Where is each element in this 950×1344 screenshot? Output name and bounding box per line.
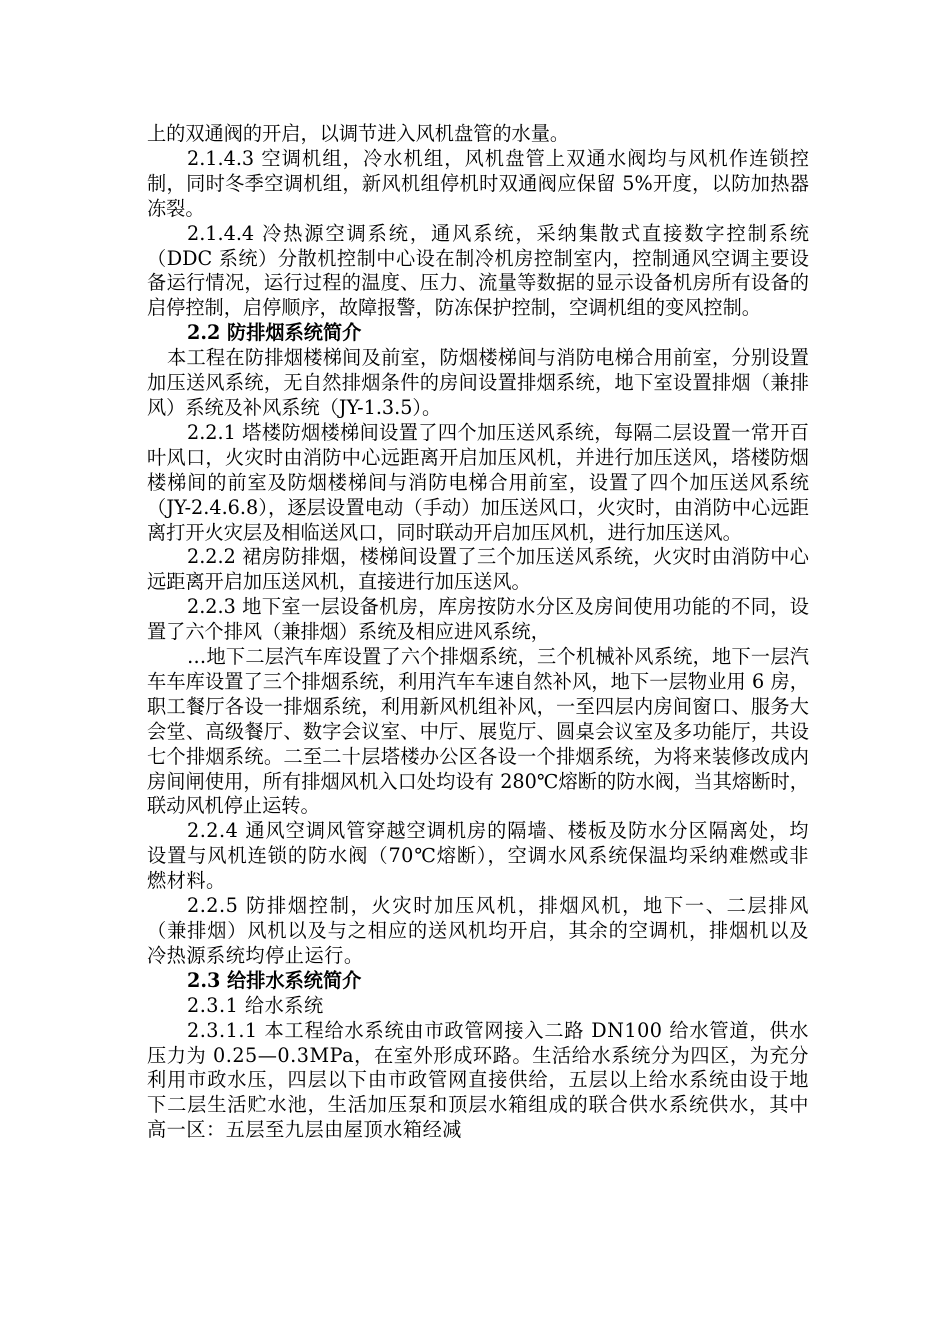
paragraph-2-2-3-continued: …地下二层汽车库设置了六个排烟系统，三个机械补风系统，地下一层汽车车库设置了三个排烟系统，利用汽车车速自然补风，地下一层物业用 6 房，职工餐厅各设一排烟系统，利用新风机组补风，一至四层内房间窗口、服务大会堂、高级餐厅、数字会议室、中厅、展览厅、圆桌会议室及多功能厅，共设七个排烟系统。二至二十层塔楼办公区各设一个排烟系统，为将来装修改成内房间闸使用，所有排烟风机入口处均设有 280℃熔断的防水阀，当其熔断时，联动风机停止运转。	[147, 645, 809, 818]
paragraph-2-2-3: 2.2.3 地下室一层设备机房，库房按防水分区及房间使用功能的不同，设置了六个排风（兼排烟）系统及相应进风系统，	[147, 595, 809, 644]
paragraph-2-2-2: 2.2.2 裙房防排烟，楼梯间设置了三个加压送风系统，火灾时由消防中心远距离开启加压送风机，直接进行加压送风。	[147, 545, 809, 594]
subsection-heading-2-3-1: 2.3.1 给水系统	[187, 993, 324, 1017]
paragraph-2-2-5: 2.2.5 防排烟控制，火灾时加压风机，排烟风机，地下一、二层排风（兼排烟）风机以及与之相应的送风机均开启，其余的空调机，排烟机以及冷热源系统均停止运行。	[147, 894, 809, 967]
paragraph-2-2-4: 2.2.4 通风空调风管穿越空调机房的隔墙、楼板及防水分区隔离处，均设置与风机连锁的防水阀（70℃熔断），空调水风系统保温均采纳难燃或非燃材料。	[147, 819, 809, 893]
paragraph-2-3-1-1: 2.3.1.1 本工程给水系统由市政管网接入二路 DN100 给水管道，供水压力为 0.25—0.3MPa，在室外形成环路。生活给水系统分为四区，为充分利用市政水压，四层以下由市政管网直接供给，五层以上给水系统由设于地下二层生活贮水池，生活加压泵和顶层水箱组成的联合供水系统供水，其中高一区：五层至九层由屋顶水箱经减	[147, 1018, 809, 1142]
section-heading-2-2: 2.2 防排烟系统简介	[187, 321, 362, 345]
section-heading-2-3: 2.3 给排水系统简介	[187, 968, 362, 992]
paragraph-2-2-intro: 本工程在防排烟楼梯间及前室，防烟楼梯间与消防电梯合用前室，分别设置加压送风系统，无自然排烟条件的房间设置排烟系统，地下室设置排烟（兼排风）系统及补风系统（JY-1.3.5）。	[147, 346, 809, 419]
document-page	[147, 122, 809, 1143]
paragraph-2-1-4-4: 2.1.4.4 冷热源空调系统，通风系统，采纳集散式直接数字控制系统（DDC 系统）分散机控制中心设在制冷机房控制室内，控制通风空调主要设备运行情况，运行过程的温度、压力、流量等数据的显示设备机房所有设备的启停控制，启停顺序，故障报警，防冻保护控制，空调机组的变风控制。	[147, 221, 809, 320]
paragraph-2-2-1: 2.2.1 塔楼防烟楼梯间设置了四个加压送风系统，每隔二层设置一常开百叶风口，火灾时由消防中心远距离开启加压风机，并进行加压送风，塔楼防烟楼梯间的前室及防烟楼梯间与消防电梯合用前室，设置了四个加压送风系统（JY-2.4.6.8），逐层设置电动（手动）加压送风口，火灾时，由消防中心远距离打开火灾层及相临送风口，同时联动开启加压风机，进行加压送风。	[147, 420, 809, 544]
paragraph-2-1-4-3: 2.1.4.3 空调机组，冷水机组，风机盘管上双通水阀均与风机作连锁控制，同时冬季空调机组，新风机组停机时双通阀应保留 5%开度，以防加热器冻裂。	[147, 146, 809, 220]
paragraph-continuation: 上的双通阀的开启，以调节进入风机盘管的水量。	[147, 122, 570, 145]
